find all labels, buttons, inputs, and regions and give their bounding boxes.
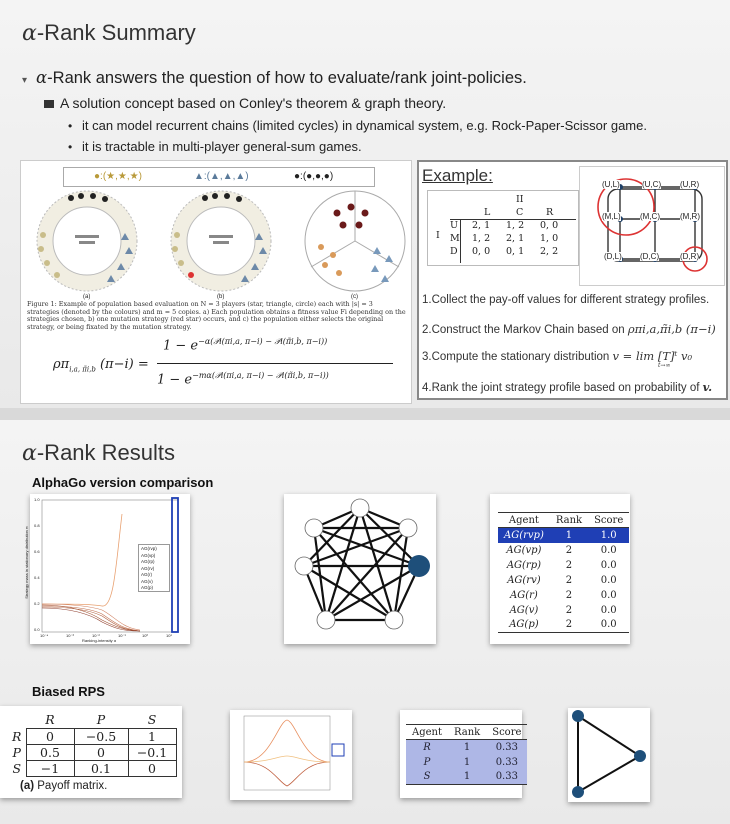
- circle-legend: ●:(●,●,●): [294, 171, 334, 182]
- y-tick: 0.0: [34, 627, 40, 632]
- cell: 1, 0: [540, 233, 559, 244]
- title-text: -Rank Summary: [36, 20, 196, 45]
- y-tick: 0.4: [34, 575, 40, 580]
- example-panel: [417, 160, 728, 400]
- x-tick: 10⁻³: [66, 633, 74, 638]
- node-label: (D,R): [680, 252, 700, 261]
- table-row: S 1 0.33: [406, 770, 527, 785]
- col-header: C: [516, 207, 524, 218]
- step-4: 4.Rank the joint strategy profile based on probability of v.: [422, 380, 713, 394]
- table-row: AG(rv) 2 0.0: [507, 574, 617, 586]
- node-label: (U,R): [680, 180, 700, 189]
- cell: 0, 1: [506, 246, 525, 257]
- cell: 1, 2: [472, 233, 491, 244]
- table-row: P 1 0.33: [406, 755, 527, 770]
- rps-payoff-card: [0, 706, 182, 798]
- y-tick: 0.2: [34, 601, 40, 606]
- population-diagram: [21, 189, 413, 299]
- figure-legend: [63, 167, 375, 187]
- y-axis-label: Strategy mass in stationary distribution π: [23, 526, 29, 599]
- col-header: L: [484, 207, 491, 218]
- table-row: AG(r) 2 0.0: [510, 589, 617, 601]
- col-header: R: [546, 207, 554, 218]
- cell: 2, 2: [540, 246, 559, 257]
- bullet-level2: [44, 95, 446, 111]
- alpha-symbol: α: [36, 68, 48, 87]
- subheading-biased-rps: Biased RPS: [32, 684, 105, 699]
- row-header: U: [450, 220, 459, 231]
- bullet-text: it can model recurrent chains (limited cycles) in dynamical system, e.g. Rock-Paper-Scissor game.: [82, 118, 647, 133]
- x-tick: 10⁰: [142, 633, 149, 638]
- panel-label: (a): [83, 294, 91, 300]
- cell: 0, 0: [472, 246, 491, 257]
- y-tick: 1.0: [34, 497, 40, 502]
- step-2: 2.Construct the Markov Chain based on ρπi,a,π̃i,b (π−i): [422, 322, 716, 336]
- row-header: M: [450, 233, 460, 244]
- y-tick: 0.6: [34, 549, 40, 554]
- slide-results: [0, 420, 730, 824]
- node-label: (D,L): [604, 252, 622, 261]
- cell: 0, 0: [540, 220, 559, 231]
- figure-caption: Figure 1: Example of population based evaluation on N = 3 players (star, triangle, circle) each with |s| = 3 strategies (denoted by the colours) and m = 5 copies. a) Each population obtains a fitness value Fi depending on the strategies chosen, b) one mutation strategy (red star) occurs, and c) the population either selects the original strategy, or being fixated by the mutation strategy.: [27, 300, 406, 331]
- slide-summary: [0, 0, 730, 408]
- slide-title: [22, 20, 196, 46]
- row-player: I: [436, 230, 440, 241]
- subheading-alphago: AlphaGo version comparison: [32, 475, 214, 490]
- bullet-level3: [68, 139, 362, 154]
- dot-bullet-icon: •: [68, 119, 73, 133]
- x-tick: 10⁻⁴: [40, 633, 49, 638]
- alphago-rank-table-card: [490, 494, 630, 644]
- rps-response-graph: [568, 708, 650, 802]
- rps-payoff-matrix: R P S R 0 −0.5 1 P 0.5 0 −0.1 S −1 0.1 0: [8, 712, 177, 777]
- alphago-plot-card: [23, 494, 190, 644]
- alpha-symbol: α: [22, 441, 37, 466]
- alpha-symbol: α: [22, 21, 37, 46]
- x-axis-label: Ranking-intensity α: [82, 638, 117, 643]
- alphago-rank-table: Agent Rank Score AG(rvp) 1 1.0 AG(vp) 2 0.0 AG(rp) 2 0.0 AG(rv) 2 0.0 AG(r) 2 0.0 AG(v) 2 0.0 AG(p) 2 0.0: [498, 512, 629, 633]
- arrow-bullet-icon: ▾: [22, 75, 28, 86]
- markov-chain-graph: [579, 166, 725, 286]
- node-label: (U,L): [602, 180, 620, 189]
- x-tick: 10⁻¹: [118, 633, 126, 638]
- bullet-level1: [22, 68, 527, 88]
- payoff-caption: (a) Payoff matrix.: [20, 780, 108, 792]
- x-tick: 10⁻²: [92, 633, 100, 638]
- node-label: (D,C): [640, 252, 660, 261]
- table-row: R 1 0.33: [406, 740, 527, 755]
- bullet-text: A solution concept based on Conley's theorem & graph theory.: [60, 95, 447, 111]
- rps-rank-table: Agent Rank Score R 1 0.33 P 1 0.33 S 1 0.33: [406, 724, 527, 785]
- fixation-formula: $\rho\pi_{i,a, \pĩi,b}$ (π−i) = $1 - e^{-\alpha(𝒫i(\pi i,a, \pi-i) - 𝒫i(\pĩi,b, \pi-i))}$ $1 - e^{-m\alpha(𝒫i(\pi i,a, \pi-i) - 𝒫i(\pĩi,b, \pi-i))}$: [53, 333, 403, 399]
- node-label: (M,C): [640, 212, 660, 221]
- triangle-legend: ▲:(▲,▲,▲): [194, 171, 249, 182]
- node-label: (M,L): [602, 212, 621, 221]
- cell: 2, 1: [506, 233, 525, 244]
- table-row: AG(vp) 2 0.0: [506, 544, 617, 556]
- alphago-response-graph: [284, 494, 436, 644]
- table-row: AG(p) 2 0.0: [498, 618, 629, 633]
- paper-figure: [20, 160, 412, 404]
- rps-plot-card: [230, 710, 352, 800]
- y-tick: 0.8: [34, 523, 40, 528]
- step-1: 1.Collect the pay-off values for different strategy profiles.: [422, 294, 710, 306]
- star-legend: ●:(★,★,★): [94, 171, 142, 182]
- title-text: -Rank Results: [36, 440, 176, 465]
- row-header: D: [450, 246, 458, 257]
- table-row: AG(rp) 2 0.0: [506, 559, 617, 571]
- column-player: II: [516, 194, 524, 205]
- panel-label: (b): [217, 294, 225, 300]
- step-3: 3.Compute the stationary distribution v = lim [T]ᵗ v₀ t→∞: [422, 349, 693, 369]
- node-label: (M,R): [680, 212, 700, 221]
- dot-bullet-icon: •: [68, 140, 73, 154]
- rps-line-chart: [230, 710, 352, 800]
- rps-rank-table-card: [400, 710, 522, 798]
- table-row: AG(rvp) 1 1.0: [498, 528, 629, 543]
- cell: 1, 2: [506, 220, 525, 231]
- slide-title: [22, 440, 175, 466]
- bullet-level3: [68, 118, 647, 133]
- panel-label: (c): [351, 294, 358, 300]
- payoff-table: [427, 190, 579, 266]
- square-bullet-icon: [44, 100, 54, 108]
- chart-legend: AG(rvp) AG(vp) AG(rp) AG(rv) AG(r) AG(v) AG(p): [138, 544, 170, 592]
- node-label: (U,C): [642, 180, 662, 189]
- x-tick: 10¹: [166, 633, 172, 638]
- bullet-text: it is tractable in multi-player general-sum games.: [82, 139, 362, 154]
- table-row: AG(v) 2 0.0: [509, 604, 617, 616]
- cell: 2, 1: [472, 220, 491, 231]
- bullet-text: -Rank answers the question of how to evaluate/rank joint-policies.: [47, 69, 527, 87]
- example-title: Example:: [422, 166, 493, 185]
